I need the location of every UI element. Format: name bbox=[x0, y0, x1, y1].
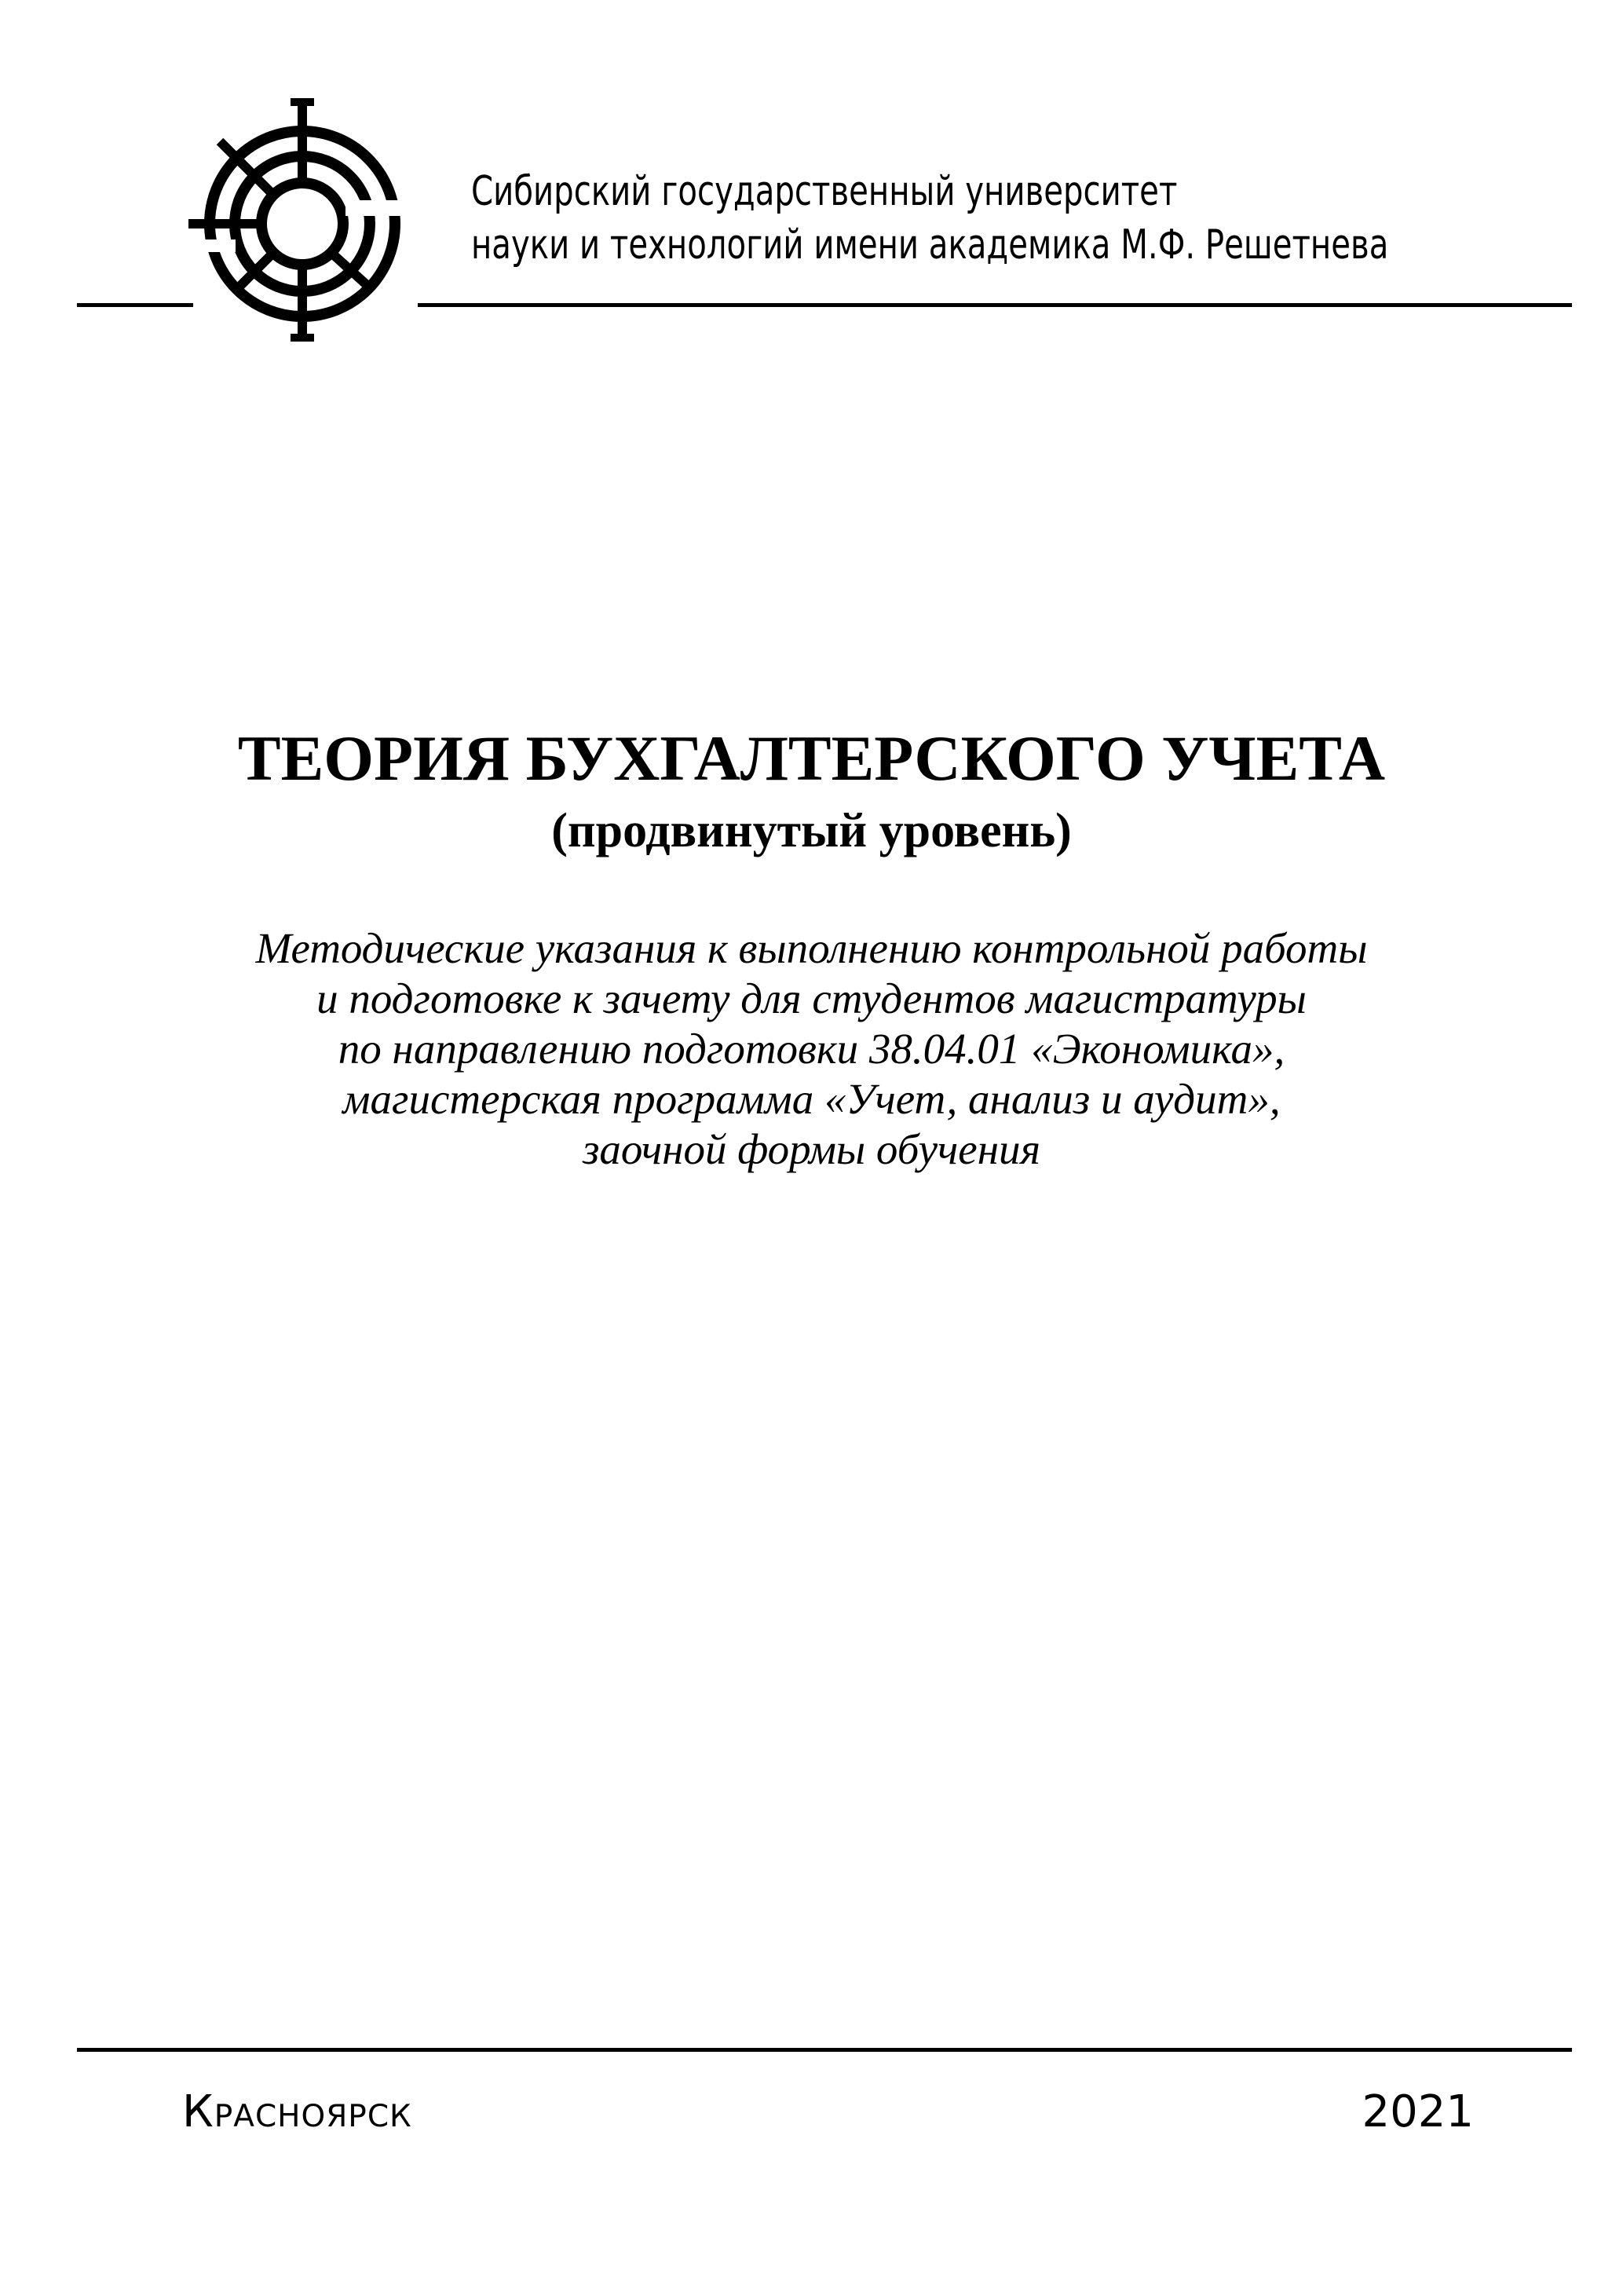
description-line: по направлению подготовки 38.04.01 «Экономика», bbox=[338, 1025, 1285, 1073]
publication-year: 2021 bbox=[1362, 2086, 1474, 2137]
university-name-line2: науки и технологий имени академика М.Ф. Решетнева bbox=[471, 221, 1389, 269]
document-description bbox=[0, 923, 1623, 1175]
footer-divider bbox=[77, 2048, 1572, 2052]
document-title: ТЕОРИЯ БУХГАЛТЕРСКОГО УЧЕТА bbox=[237, 722, 1386, 794]
description-line: заочной формы обучения bbox=[582, 1125, 1041, 1173]
university-emblem-icon bbox=[188, 98, 416, 349]
description-line: магистерская программа «Учет, анализ и аудит», bbox=[342, 1075, 1281, 1123]
header-divider-right bbox=[418, 303, 1572, 307]
description-line: и подготовке к зачету для студентов магистратуры bbox=[316, 974, 1307, 1022]
university-name bbox=[471, 165, 1388, 272]
document-subtitle: (продвинутый уровень) bbox=[551, 804, 1072, 857]
description-line: Методические указания к выполнению контрольной работы bbox=[255, 924, 1368, 972]
university-name-line1: Сибирский государственный университет bbox=[471, 168, 1178, 215]
publication-city: Красноярск bbox=[182, 2086, 412, 2137]
header-divider-left bbox=[77, 303, 193, 307]
